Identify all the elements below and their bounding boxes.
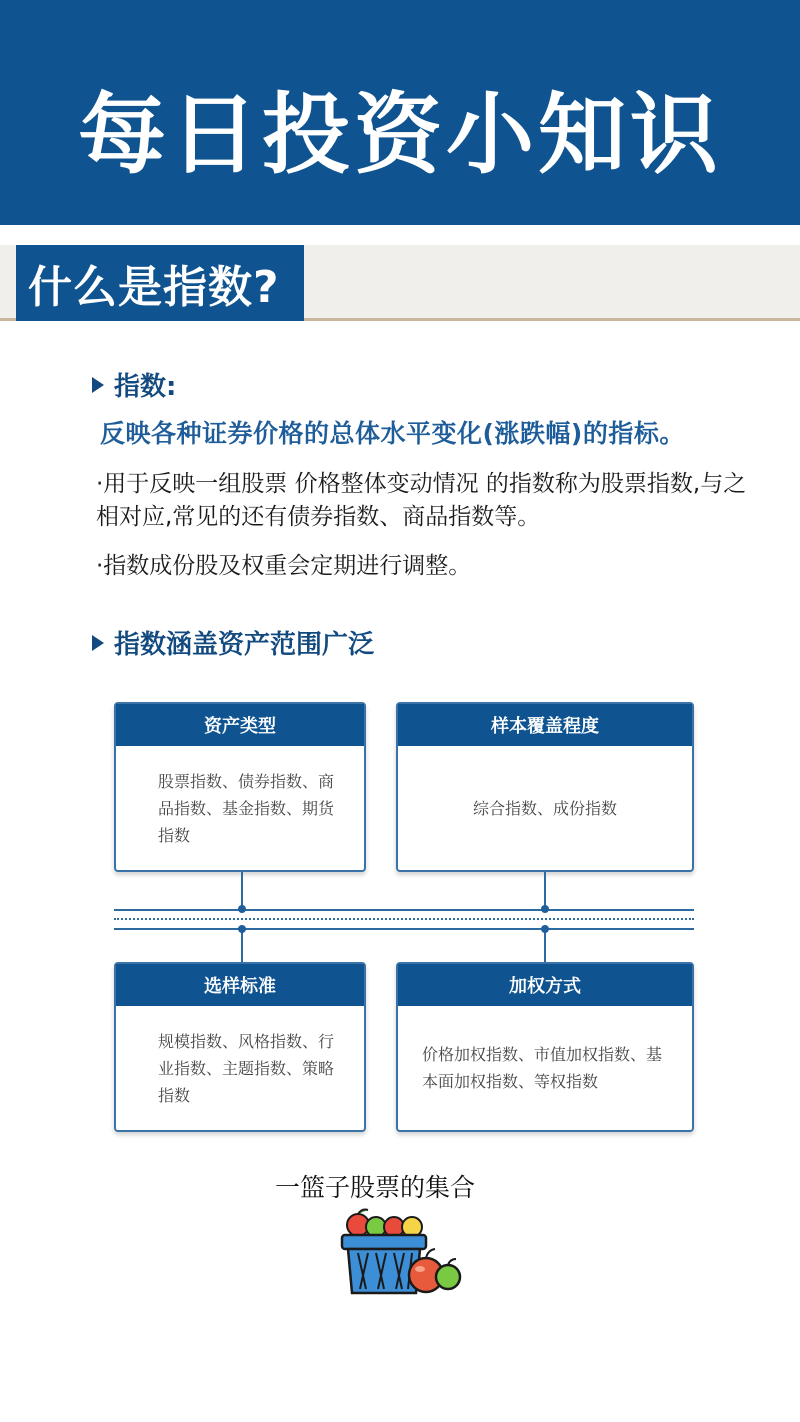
- card-body: 价格加权指数、市值加权指数、基本面加权指数、等权指数: [422, 1045, 663, 1091]
- page-title: 每日投资小知识: [77, 82, 722, 186]
- card-asset-type: [114, 702, 366, 872]
- fruit-basket-icon: [336, 1205, 466, 1300]
- card-selection-standard: [114, 962, 366, 1132]
- triangle-bullet-icon: [92, 377, 104, 393]
- coverage-heading-label: 指数涵盖资产范围广泛: [114, 630, 375, 660]
- definition-heading-label: 指数:: [114, 372, 177, 402]
- card-title: 样本覆盖程度: [398, 704, 692, 746]
- bullet-text-2: ·指数成份股及权重会定期进行调整。: [96, 553, 472, 579]
- header-banner: [0, 0, 800, 225]
- card-body: 规模指数、风格指数、行业指数、主题指数、策略指数: [158, 1031, 335, 1105]
- connector-bar-dotted: [114, 918, 694, 920]
- connector-dot: [541, 925, 549, 933]
- bullet-text-1: ·用于反映一组股票 价格整体变动情况 的指数称为股票指数,与之相对应,常见的还有债券指数、商品指数等。: [96, 471, 747, 530]
- card-body: 综合指数、成份指数: [472, 798, 617, 818]
- card-body: 股票指数、债券指数、商品指数、基金指数、期货指数: [158, 771, 335, 845]
- card-sample-coverage: [396, 702, 694, 872]
- basket-caption: 一篮子股票的集合: [274, 1173, 475, 1202]
- connector-bar-bottom: [114, 928, 694, 930]
- card-title: 加权方式: [398, 964, 692, 1006]
- definition-heading: [92, 366, 176, 403]
- card-title: 选样标准: [116, 964, 364, 1006]
- connector-dot: [238, 925, 246, 933]
- connector-line: [544, 928, 546, 962]
- card-title: 资产类型: [116, 704, 364, 746]
- triangle-bullet-icon: [92, 635, 104, 651]
- connector-dot: [541, 905, 549, 913]
- coverage-heading: [92, 624, 374, 661]
- connector-line: [241, 928, 243, 962]
- card-weighting-method: [396, 962, 694, 1132]
- connector-dot: [238, 905, 246, 913]
- connector-bar-top: [114, 909, 694, 911]
- definition-text: 反映各种证券价格的总体水平变化(涨跌幅)的指标。: [100, 419, 685, 448]
- section-title: 什么是指数?: [16, 245, 304, 321]
